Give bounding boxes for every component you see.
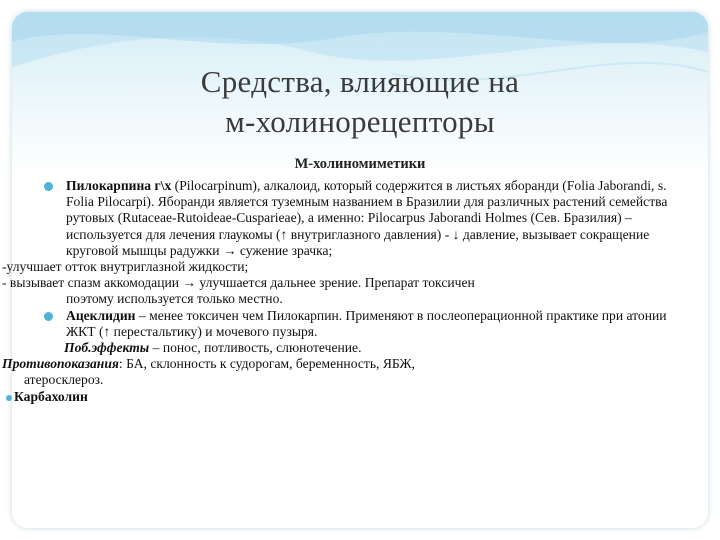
text-aceclidine: – менее токсичен чем Пилокарпин. Применяют в послеоперационной практике при атонии ЖКТ (↑ перестальтику) и мочевого пузыря. (66, 307, 667, 339)
text-outflow (0, 259, 684, 275)
slide-subtitle: М-холиномиметики (294, 156, 426, 172)
text-side-effects (44, 340, 684, 356)
list-item-pilocarpine (44, 178, 684, 259)
slide-content (2, 178, 684, 405)
term-pilocarpine: Пилокарпина г\х (66, 178, 172, 193)
contraindications-text-line2: атеросклероз. (24, 372, 104, 388)
side-effects-text: – понос, потливость, слюнотечение. (149, 340, 362, 356)
bullet-icon (44, 312, 53, 321)
text-accommodation-line1: - вызывает спазм аккомодации → улучшается дальнее зрение. Препарат токсичен (2, 275, 475, 291)
text-accommodation (2, 275, 684, 307)
list-item-aceclidine (44, 308, 684, 340)
text-contraindications (2, 356, 684, 388)
text-accommodation-line2: поэтому используется только местно. (66, 291, 283, 307)
text-pilocarpine: (Pilocarpinum), алкалоид, который содержится в листьях яборанди (Folia Jaborandi, s. Folia Pilocarpi). Яборанди является туземным названием в Бразилии для различных растений семейства рутовых (Rutaceae-Rutoideae-Cusparieae), а именно: Pilocarpus Jaborandi Holmes (Сев. Бразилия) – используется для лечения глаукомы (↑ внутриглазного давления) - ↓ давление, вызывает сокращение круговой мышцы радужки → сужение зрачка; (66, 178, 668, 258)
term-aceclidine: Ацеклидин (66, 307, 136, 323)
bullet-icon (44, 182, 53, 191)
slide-title (0, 62, 720, 142)
term-carbachol: Карбахолин (14, 388, 88, 404)
title-line-1: Средства, влияющие на (200, 64, 520, 99)
text-outflow-content: -улучшает отток внутриглазной жидкости; (2, 259, 249, 275)
term-contraindications: Противопоказания (2, 356, 119, 372)
small-bullet-icon (6, 395, 12, 401)
list-item-carbachol (6, 389, 684, 405)
contraindications-text: : БА, склонность к судорогам, беременность, ЯБЖ, (118, 356, 415, 372)
title-line-2: м-холинорецепторы (225, 104, 495, 139)
term-side-effects: Поб.эффекты (64, 340, 150, 356)
